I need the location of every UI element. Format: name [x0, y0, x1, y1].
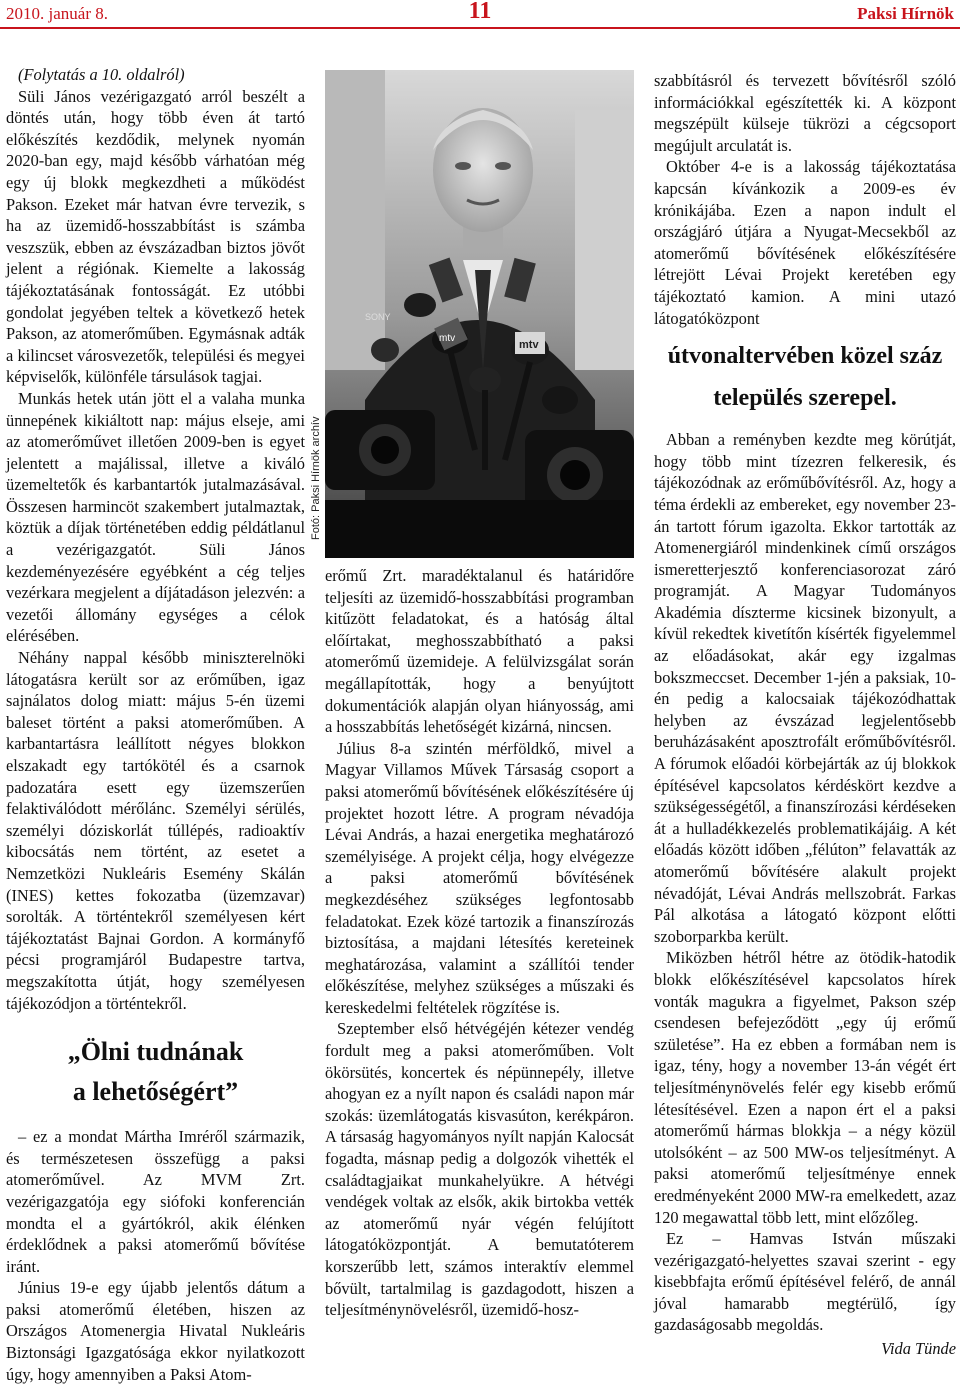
- pull-quote-line: település szerepel.: [713, 385, 897, 412]
- paragraph: Süli János vezérigazgató arról beszélt a döntés után, hogy több éven át tartó előkészítés kezdődik, melynek nyomán 2020-ban egy, majd később várhatóan még egy új blokk megkezdheti a működést Pakson. Ezeket már hatvan évre tervezik, s ha az üzemidő-hosszabbítást is számba veszszük, ebben az évszázadban biztos jövőt jelent a régiónak. Kiemelte a lakosság tájékoztatásának fontosságát. Ez utóbbi gondolat jegyében teltek a következő hetek Pakson, az atomerőműben. Egymásnak adták a kilincset városvezetők, települési és megyei képviselők, különféle társulások tagjai.: [6, 86, 305, 387]
- paragraph: Június 19-e egy újabb jelentős dátum a paksi atomerőmű életében, hiszen az Országos Atomenergia Hivatal Nukleáris Biztonsági Igazgatósága ekkor nyilatkozott úgy, hogy amennyiben a Paksi Atom-: [6, 1278, 305, 1384]
- paragraph: Abban a reményben kezdte meg körútját, hogy több mint tízezren felkeresik, és tájékozódnak az erőműbővítésről. Az, hogy a téma érdekli az embereket, egy november 23-án tartott fórum igazolta. Ekkor tartották az Atomenergiáról mindenkinek című országos ismeretterjesztő konferenciasorozat záró programját. A Magyar Tudományos Akadémia díszterme kicsinek bizonyult, a kívül rekedtek kivetítőn kísérték figyelemmel az előadásokat, akár egy izgalmas bokszmeccset. December 1-jén a paksiak, 10-én pedig a kalocsaiak tájékozódhattak helyben az évszázad legjelentősebb beruházásaként aposztrofált erőműbővítésről. A fórumok előadói körbejárták az új blokkok építésével kapcsolatos kérdéskört kezdve a szükségességétől, a finanszírozási kérdéseken át a hulladékkezelés problematikájáig. A két előadás között időben „félúton” felavatták az atomerőmű bővítésére alakult projekt névadóját, Lévai András mellszobrát. Farkas Pál alkotása a látogató központ előtti szoborparkba került.: [654, 430, 956, 946]
- continuation-note: (Folytatás a 10. oldalról): [18, 65, 185, 84]
- pull-quote-line: a lehetőségért”: [72, 1077, 239, 1107]
- paragraph: Ez – Hamvas István műszaki vezérigazgató-helyettes szavai szerint - egy kisebbfajta erőmű építésével felérő, de annál jóval hamarabb megtérülő, így gazdaságosabb megoldás.: [654, 1229, 956, 1335]
- paragraph: – ez a mondat Mártha Imréről származik, és természetesen összefügg a paksi atomerőművel. Az MVM Zrt. vezérigazgatója egy siófoki konferencián mondta el a gyártókról, akik élénken érdeklődnek a paksi atomerőmű bővítése iránt.: [6, 1127, 305, 1276]
- photo-credit: Fotó: Paksi Hírnök archív: [310, 416, 322, 540]
- page-header: [0, 0, 960, 28]
- press-photo: [325, 70, 634, 558]
- issue-date: 2010. január 8.: [6, 4, 108, 23]
- article-column-1: [6, 64, 305, 1385]
- paragraph: Szeptember első hétvégéjén kétezer vendég fordult meg a paksi atomerőműben. Volt ökörsütés, koncertek és népünnepély, illetve ahogyan ez a nyílt napon és családi napon már szokás: üzemlátogatás kisvasúton, kerékpáron. A társaság hagyományos nyílt napján Kalocsát fogadta, másnap pedig a dolgozók vihették el családtagjaikat munkahelyükre. A hétvégi vendégek voltak az elsők, akik birtokba vették az atomerőmű nyár végén felújított látogatóközpontját. A bemutatóterem korszerűbb lett, számos interaktív elemmel bővült, tartalmilag is gazdagodott, hiszen a teljesítménynövelésről, üzemidő-hosz-: [325, 1019, 634, 1320]
- header-rule: [0, 27, 960, 29]
- paragraph: Október 4-e is a lakosság tájékoztatása kapcsán kívánkozik a 2009-es év krónikájába. Ezen a napon indult el országjáró útjára a Nyugat-Mecsekből az atomerőmű bővítésének előkészítésére létrejött Lévai Projekt keretében egy tájékoztató kamion. A mini utazó látogatóközpont: [654, 157, 956, 328]
- author-signature: Vida Tünde: [881, 1339, 956, 1359]
- paragraph: Miközben hétről hétre az ötödik-hatodik blokk előkészítésével kapcsolatos hírek vonták magukra a figyelmet, Pakson szép csendesen befejeződött „egy új erőmű születése”. Ha ez ebben a formában nem is igaz, tény, hogy a november 13-án végét ért teljesítménynövelés felér egy kisebb erőmű létesítésével. Ezen a napon ért el a paksi atomerőmű hármas blokkja – a négy közül utolsóként – az 500 MW-os teljesítményt. A paksi atomerőmű teljesítménye ennek eredményeként 2000 MW-ra emelkedett, azaz 120 megawattal több lett, mint előzőleg.: [654, 948, 956, 1227]
- article-column-2: [325, 565, 634, 1321]
- camera-brand: SONY: [365, 312, 391, 322]
- pull-quote: [6, 1032, 305, 1112]
- paragraph: Július 8-a szintén mérföldkő, mivel a Magyar Villamos Művek Társaság csoport a paksi atomerőmű bővítésének előkészítésére új projektet hozott létre. A program névadója Lévai András, a hazai energetika meghatározó személyisége. A projekt célja, hogy elvégezze a paksi atomerőmű bővítésének megkezdéséhez szükséges legfontosabb feladatokat. Ezek közé tartozik a finanszírozás biztosítása, a majdani létesítés kereteinek meghatározása, valamint a szállítói tender előkészítése, melyhez szükséges a műszaki és kereskedelmi feltételek rögzítése is.: [325, 738, 634, 1017]
- pull-quote-line: „Ölni tudnának: [67, 1037, 244, 1067]
- article-column-3: [654, 70, 956, 1360]
- paragraph: Munkás hetek után jött el a valaha munka ünnepének kikiáltott nap: május elseje, ami az atomerőművet illetően 2009-ben is egyet jelentett a majálissal, illetve a kiváló üzemeltetők és karbantartók jutalmazásával. Összesen harmincöt szakembert jutalmaztak, köztük a díjak történetében eddig példátlanul a vezérigazgatót. Süli János kezdeményezésére egyébként a cég teljes vezérkara megjelent a díjátadáson jelezvén: a vezetői állomány egységes a célok elérésében.: [6, 388, 305, 646]
- pull-quote-line: útvonaltervében közel száz: [667, 343, 943, 370]
- page-number: 11: [468, 0, 492, 24]
- pull-quote: [654, 335, 956, 419]
- mic-label: mtv: [439, 333, 456, 344]
- paragraph: erőmű Zrt. maradéktalanul és határidőre teljesíti az üzemidő-hosszabbítási programban kitűzött feladatokat, és a hatóság által előírtakat, meghosszabbítható a paksi atomerőmű üzemideje. A felülvizsgálat során megállapították, hogy a benyújtott dokumentációk alapján olyan hiányosság, ami a hosszabbítás lehetőségét kizárná, nincsen.: [325, 566, 634, 737]
- mic-label: mtv: [519, 339, 539, 351]
- paragraph: szabbításról és tervezett bővítésről szóló információkkal egészítették ki. A központ megszépült külseje tükrözi a cégcsoport megújult arculatát is.: [654, 71, 956, 155]
- press-photo-illustration: [325, 70, 634, 558]
- newspaper-name: Paksi Hírnök: [857, 4, 954, 23]
- paragraph: Néhány nappal később miniszterelnöki látogatásra került sor az erőműben, igaz sajnálatos dolog miatt: május 5-én üzemi baleset történt a paksi atomerőműben. A karbantartásra leállított négyes blokkon elszakadt egy tartókötél és a csarnok padozatára esett egy üzemszerűen felaktiválódott mérőlánc. Személyi sérülés, személyi dóziskorlát túllépés, radioaktív kibocsátás nem történt, az esetet a Nemzetközi Nukleáris Esemény Skálán (INES) kettes fokozatba (üzemzavar) sorolták. A történtekről személyesen kért tájékoztatást Bajnai Gordon. A kormányfő pécsi programjáról Budapestre tartva, megszakította útját, hogy személyesen tájékozódjon a történtekről.: [6, 648, 305, 1013]
